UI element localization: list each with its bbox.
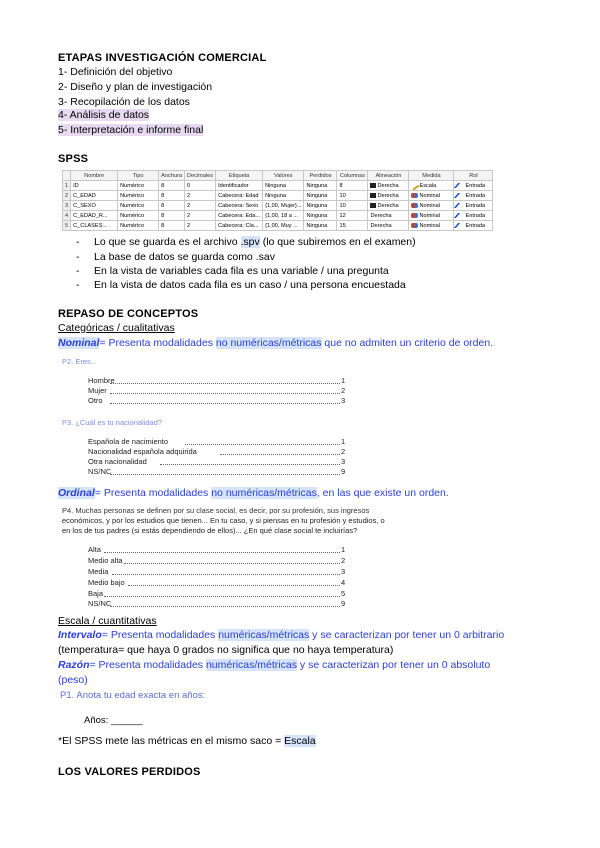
spss-cell[interactable]: Cabecera: Eda... <box>216 211 263 221</box>
definition-highlight: no numéricas/métricas <box>215 337 322 349</box>
spss-cell[interactable] <box>409 191 454 201</box>
spss-cell[interactable]: C_SEXO <box>71 201 118 211</box>
spss-cell-text: Entrada <box>465 182 486 189</box>
spss-cell[interactable]: Ninguna <box>263 191 304 201</box>
ordinal-definition <box>58 487 449 499</box>
dot-leader <box>104 596 340 597</box>
spss-cell[interactable]: 8 <box>159 181 185 191</box>
dot-leader <box>110 403 340 404</box>
nominal-icon <box>411 213 418 218</box>
spss-row[interactable] <box>63 211 493 221</box>
ordinal-label: Ordinal <box>58 487 95 499</box>
spss-cell[interactable]: 10 <box>337 191 368 201</box>
spss-cell[interactable] <box>368 181 409 191</box>
spss-cell[interactable]: ID <box>71 181 118 191</box>
spss-cell[interactable]: Identificador <box>216 181 263 191</box>
option-number: 1 <box>341 545 346 554</box>
spss-cell[interactable]: Ninguna <box>263 181 304 191</box>
spss-cell[interactable]: 8 <box>159 191 185 201</box>
bullet-text: (lo que subiremos en el examen) <box>259 236 416 248</box>
categoricas-subtitle: Categóricas / cualitativas <box>58 322 175 334</box>
spss-cell[interactable]: {1,00, Mujer}... <box>263 201 304 211</box>
spss-col-header[interactable]: Etiqueta <box>216 171 263 181</box>
spss-cell[interactable]: 2 <box>184 191 215 201</box>
definition-highlight: numéricas/métricas <box>218 629 310 641</box>
spss-cell[interactable] <box>368 221 409 231</box>
question-p4-line3: en los de tus padres (si estás dependiendo de ellos)... ¿En qué clase social te incluirías? <box>62 526 358 535</box>
spss-variable-view <box>62 170 493 231</box>
spss-col-header[interactable]: Columnas <box>337 171 368 181</box>
etapa-item-4: 4- Análisis de datos <box>58 109 150 121</box>
razon-definition <box>58 659 490 671</box>
dot-leader <box>185 444 340 445</box>
spss-cell-text: Nominal <box>419 212 441 219</box>
definition-text: = Presenta modalidades <box>101 629 219 641</box>
spss-cell[interactable] <box>368 211 409 221</box>
spss-cell[interactable]: 8 <box>159 211 185 221</box>
option-label: Baja <box>88 589 104 598</box>
spss-cell[interactable]: Cabecera: Sexo <box>216 201 263 211</box>
option-label: Otra nacionalidad <box>88 457 147 466</box>
dot-leader <box>110 393 340 394</box>
spss-row[interactable] <box>63 201 493 211</box>
spss-cell[interactable]: Ninguna <box>304 211 337 221</box>
spss-row[interactable] <box>63 191 493 201</box>
dot-leader <box>128 585 340 586</box>
option-label: NS/NC <box>88 467 112 476</box>
bullet-text: La base de datos se guarda como .sav <box>94 251 275 263</box>
spss-cell[interactable]: {1,00, 18 a ... <box>263 211 304 221</box>
spss-bullet <box>76 236 416 248</box>
spss-bullet <box>76 251 275 263</box>
spss-note <box>58 735 316 747</box>
spss-cell[interactable]: Numérico <box>118 201 159 211</box>
spss-cell-text: Entrada <box>465 192 486 199</box>
definition-text: , en las que existe un orden. <box>316 487 449 499</box>
razon-example: (peso) <box>58 674 88 686</box>
spss-row-number[interactable]: 4 <box>63 211 71 221</box>
spss-cell[interactable] <box>454 191 493 201</box>
spss-col-header[interactable]: Nombre <box>71 171 118 181</box>
spss-cell-text: Nominal <box>419 202 441 209</box>
spss-row-number[interactable]: 2 <box>63 191 71 201</box>
spss-col-header[interactable]: Decimales <box>184 171 215 181</box>
bullet-dash: - <box>76 251 80 263</box>
spss-cell-text: Derecha <box>370 212 392 219</box>
spss-cell[interactable] <box>368 191 409 201</box>
spss-cell-text: Derecha <box>377 202 399 209</box>
answer-anos: Años: ______ <box>84 715 143 726</box>
spss-row[interactable] <box>63 221 493 231</box>
perdidos-title: LOS VALORES PERDIDOS <box>58 766 201 778</box>
align-right-icon <box>370 183 376 188</box>
align-right-icon <box>370 203 376 208</box>
spss-cell[interactable]: {1,00, Muy ... <box>263 221 304 231</box>
bullet-text: En la vista de variables cada fila es una variable / una pregunta <box>94 265 389 277</box>
option-label: Medio bajo <box>88 578 125 587</box>
spss-header-row <box>63 171 493 181</box>
etapa-item-2: 2- Diseño y plan de investigación <box>58 81 213 93</box>
option-label: Media <box>88 567 109 576</box>
spss-cell[interactable] <box>454 221 493 231</box>
spss-cell-text: Entrada <box>465 212 486 219</box>
spss-col-header[interactable]: Tipo <box>118 171 159 181</box>
spss-cell[interactable]: 8 <box>159 201 185 211</box>
spss-cell[interactable]: Cabecera: Cla... <box>216 221 263 231</box>
spss-cell-text: Escala <box>419 182 437 189</box>
spss-row-number[interactable]: 1 <box>63 181 71 191</box>
intervalo-example: (temperatura= que haya 0 grados no significa que no haya temperatura) <box>58 644 394 656</box>
nominal-icon <box>411 223 418 228</box>
spss-cell[interactable] <box>409 201 454 211</box>
nominal-label: Nominal <box>58 337 100 349</box>
spss-cell-text: Nominal <box>419 192 441 199</box>
dot-leader <box>112 574 340 575</box>
spss-cell[interactable]: Numérico <box>118 221 159 231</box>
note-text: *El SPSS mete las métricas en el mismo saco = <box>58 735 285 747</box>
option-number: 5 <box>341 589 346 598</box>
spss-cell[interactable]: Ninguna <box>304 181 337 191</box>
spss-cell[interactable] <box>454 211 493 221</box>
bullet-dash: - <box>76 236 80 248</box>
dot-leader <box>104 552 340 553</box>
definition-text: = Presenta modalidades <box>99 337 216 349</box>
spss-title: SPSS <box>58 153 89 165</box>
spss-cell[interactable]: C_CLASES... <box>71 221 118 231</box>
spss-cell-text: Entrada <box>465 202 486 209</box>
option-number: 2 <box>341 386 346 395</box>
spss-cell[interactable]: Numérico <box>118 211 159 221</box>
option-label: NS/NC <box>88 599 112 608</box>
etapa-item-5: 5- Interpretación e informe final <box>58 124 204 136</box>
option-label: Española de nacimiento <box>88 437 169 446</box>
spss-cell[interactable]: Ninguna <box>304 221 337 231</box>
option-number: 4 <box>341 578 346 587</box>
spss-col-header[interactable]: Perdidos <box>304 171 337 181</box>
spss-corner <box>63 171 71 181</box>
bullet-highlight: .spv <box>240 236 260 248</box>
dot-leader <box>110 606 340 607</box>
question-p2: P2. Eres... <box>62 357 98 366</box>
spss-cell[interactable]: 2 <box>184 211 215 221</box>
nominal-icon <box>411 193 418 198</box>
question-p4-line1 <box>62 506 369 515</box>
option-number: 3 <box>341 457 346 466</box>
spss-cell[interactable] <box>409 181 454 191</box>
dot-leader <box>110 474 340 475</box>
question-p1: P1. Anota tu edad exacta en años: <box>60 690 206 701</box>
spss-cell[interactable]: 10 <box>337 201 368 211</box>
spss-cell-text: Derecha <box>377 182 399 189</box>
spss-cell[interactable]: 12 <box>337 211 368 221</box>
option-number: 3 <box>341 567 346 576</box>
definition-text: y se caracterizan por tener un 0 absoluto <box>296 659 491 671</box>
spss-row-number[interactable]: 3 <box>63 201 71 211</box>
option-number: 3 <box>341 396 346 405</box>
intervalo-definition <box>58 629 504 641</box>
dot-leader <box>220 454 340 455</box>
etapa-item-1: 1- Definición del objetivo <box>58 66 173 78</box>
spss-cell-text: Entrada <box>465 222 486 229</box>
etapas-title: ETAPAS INVESTIGACIÓN COMERCIAL <box>58 52 267 64</box>
spss-row[interactable] <box>63 181 493 191</box>
question-p4-line2: económicos, y por los estudios que tienen... En tu caso, y si piensas en tu profesión y estudios, o <box>62 516 385 525</box>
spss-row-number[interactable]: 5 <box>63 221 71 231</box>
spss-cell[interactable]: Numérico <box>118 191 159 201</box>
spss-col-header[interactable]: Alineación <box>368 171 409 181</box>
option-label: Hombre <box>88 376 115 385</box>
dot-leader <box>124 563 340 564</box>
bullet-dash: - <box>76 265 80 277</box>
repaso-title: REPASO DE CONCEPTOS <box>58 308 199 320</box>
spss-col-header[interactable]: Valores <box>263 171 304 181</box>
spss-cell[interactable]: 8 <box>337 181 368 191</box>
spss-cell[interactable]: 0 <box>184 181 215 191</box>
escala-subtitle: Escala / cuantitativas <box>58 615 157 627</box>
razon-label: Razón <box>58 659 90 671</box>
spss-cell-text: Derecha <box>370 222 392 229</box>
spss-cell[interactable]: 2 <box>184 201 215 211</box>
spss-cell[interactable] <box>409 221 454 231</box>
option-number: 2 <box>341 556 346 565</box>
definition-text: = Presenta modalidades <box>89 659 206 671</box>
dot-leader <box>110 383 340 384</box>
spss-cell[interactable]: Ninguna <box>304 201 337 211</box>
definition-text: y se caracterizan por tener un 0 arbitrario <box>309 629 505 641</box>
option-number: 2 <box>341 447 346 456</box>
spss-bullet <box>76 265 389 277</box>
spss-col-header[interactable]: Anchura <box>159 171 185 181</box>
note-highlight: Escala <box>284 735 316 747</box>
spss-cell[interactable] <box>368 201 409 211</box>
spss-cell[interactable] <box>454 201 493 211</box>
option-label: Mujer <box>88 386 107 395</box>
option-number: 1 <box>341 376 346 385</box>
spss-cell-text: Nominal <box>419 222 441 229</box>
option-label: Otro <box>88 396 103 405</box>
option-number: 9 <box>341 599 346 608</box>
spss-cell[interactable] <box>409 211 454 221</box>
spss-cell-text: Derecha <box>377 192 399 199</box>
option-number: 1 <box>341 437 346 446</box>
dot-leader <box>160 464 340 465</box>
etapa-item-3: 3- Recopilación de los datos <box>58 96 190 108</box>
nominal-icon <box>411 203 418 208</box>
definition-highlight: no numéricas/métricas <box>211 487 317 499</box>
option-label: Nacionalidad española adquirida <box>88 447 197 456</box>
definition-text: que no admiten un criterio de orden. <box>321 337 494 349</box>
option-number: 9 <box>341 467 346 476</box>
question-p3: P3. ¿Cuál es tu nacionalidad? <box>62 418 163 427</box>
option-label: Alta <box>88 545 101 554</box>
spss-cell[interactable]: 2 <box>184 221 215 231</box>
spss-cell[interactable]: C_EDAD_R... <box>71 211 118 221</box>
spss-col-header[interactable]: Rol <box>454 171 493 181</box>
definition-text: = Presenta modalidades <box>94 487 212 499</box>
spss-cell[interactable] <box>454 181 493 191</box>
align-right-icon <box>370 193 376 198</box>
nominal-definition <box>58 337 493 349</box>
intervalo-label: Intervalo <box>58 629 102 641</box>
spss-cell[interactable]: 15 <box>337 221 368 231</box>
definition-highlight: numéricas/métricas <box>205 659 297 671</box>
spss-cell[interactable]: Numérico <box>118 181 159 191</box>
spss-col-header[interactable]: Medida <box>409 171 454 181</box>
spss-cell[interactable]: Ninguna <box>304 191 337 201</box>
question-p4-line1-text: P4. Muchas personas se definen por su clase social, es decir, por su profesión, sus ingresos <box>62 506 370 515</box>
bullet-dash: - <box>76 279 80 291</box>
option-label: Medio alta <box>88 556 123 565</box>
spss-cell[interactable]: C_EDAD <box>71 191 118 201</box>
bullet-text: Lo que se guarda es el archivo <box>94 236 241 248</box>
spss-cell[interactable]: 8 <box>159 221 185 231</box>
bullet-text: En la vista de datos cada fila es un caso / una persona encuestada <box>94 279 406 291</box>
spss-cell[interactable]: Cabecera: Edad <box>216 191 263 201</box>
spss-bullet <box>76 279 406 291</box>
